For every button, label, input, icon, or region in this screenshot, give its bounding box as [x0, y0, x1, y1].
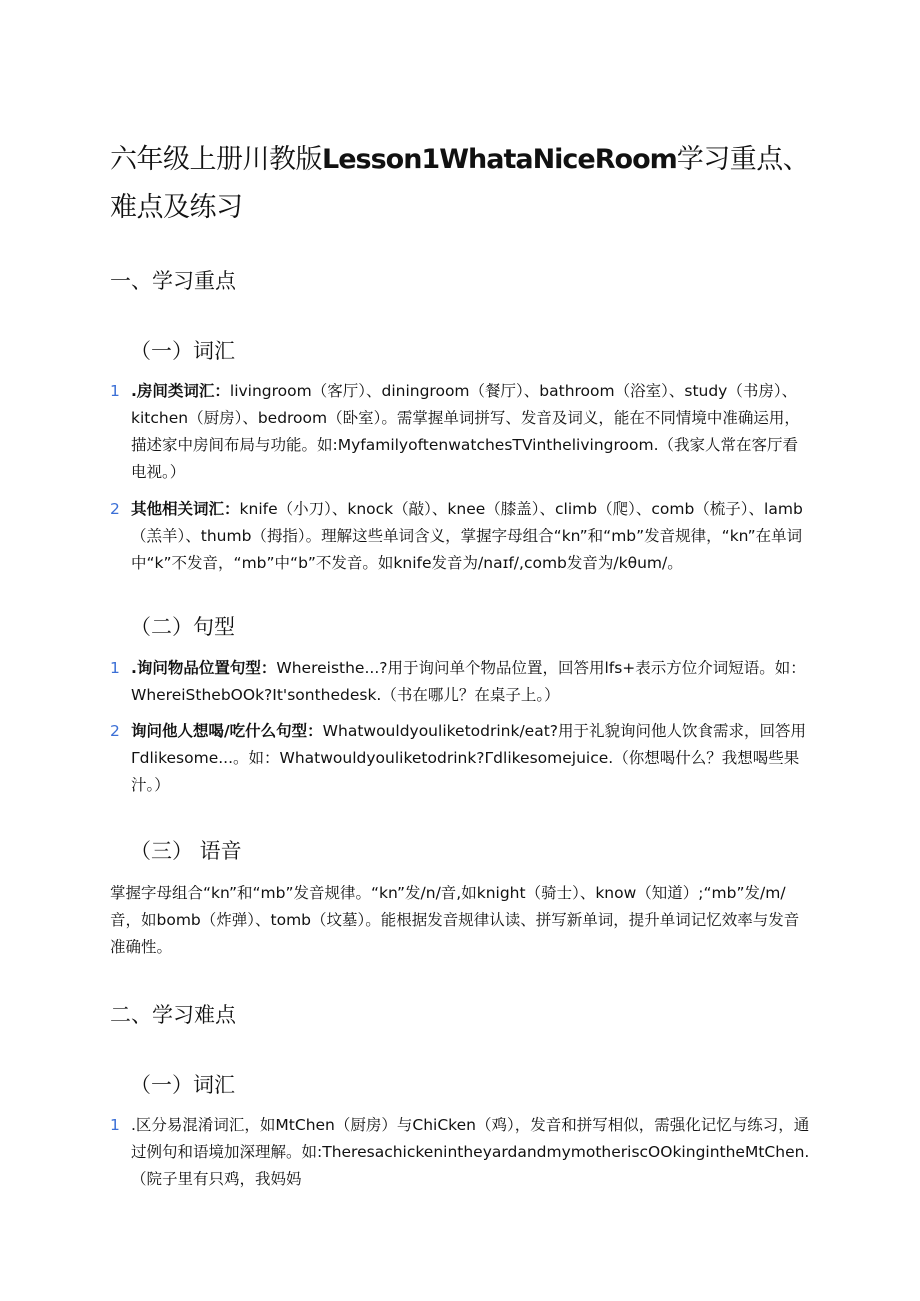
item-label: .询问物品位置句型：	[131, 659, 277, 677]
item-label: .房间类词汇：	[131, 382, 230, 400]
subheading-phonics: （三） 语音	[130, 839, 242, 863]
item-number: 2	[110, 722, 120, 740]
item-text: Whereisthe...?用于询问单个物品位置，回答用lfs+表示方位介词短语。如：WhereiSthebOOk?It'sonthedesk.（书在哪儿？在桌子上。）	[131, 659, 806, 704]
item-number: 2	[110, 500, 120, 518]
item-number: 1	[110, 659, 120, 677]
pattern-item-2	[110, 718, 810, 799]
item-text: knife（小刀）、knock（敲）、knee（膝盖）、climb（爬）、comb（梳子）、lamb（羔羊）、thumb（拇指）。理解这些单词含义，掌握字母组合“kn”和“mb”发音规律，“kn”在单词中“k”不发音，“mb”中“b”不发音。如knife发音为∕naɪf∕,comb发音为∕kθum∕。	[131, 500, 803, 572]
item-label: 询问他人想喝/吃什么句型：	[131, 722, 323, 740]
section-heading-key-points: 一、学习重点	[110, 269, 236, 293]
vocab-item-1	[110, 378, 810, 486]
subheading-vocabulary: （一）词汇	[130, 339, 235, 363]
section-heading-difficulties: 二、学习难点	[110, 1003, 236, 1027]
item-text: Whatwouldyouliketodrink/eat?用于礼貌询问他人饮食需求，回答用Γdlikesome...。如：Whatwouldyouliketodrink?Γdlikesomejuice.（你想喝什么？我想喝些果汁。）	[131, 722, 807, 794]
subheading-sentence-patterns: （二）句型	[130, 615, 235, 639]
pattern-item-1	[110, 655, 810, 709]
title-lesson: Lesson1WhataNiceRoom	[322, 144, 677, 175]
item-text: .区分易混淆词汇，如MtChen（厨房）与ChiCken（鸡），发音和拼写相似，需强化记忆与练习，通过例句和语境加深理解。如:TheresachickenintheyardandmymotheriscOOkingintheMtChen.（院子里有只鸡，我妈妈	[131, 1116, 810, 1188]
vocab-item-2	[110, 496, 810, 577]
item-number: 1	[110, 382, 120, 400]
title-suffix: 学习重点、难点及练习	[110, 144, 810, 223]
document-title	[110, 136, 830, 232]
subheading-vocabulary-2: （一）词汇	[130, 1073, 235, 1097]
difficulty-item-1	[110, 1112, 810, 1193]
item-label: 其他相关词汇：	[131, 500, 240, 518]
item-text: livingroom（客厅）、diningroom（餐厅）、bathroom（浴室）、study（书房）、kitchen（厨房）、bedroom（卧室）。需掌握单词拼写、发音及词义，能在不同情境中准确运用，描述家中房间布局与功能。如:MyfamilyoftenwatchesTVinthelivingroom.（我家人常在客厅看电视。）	[131, 382, 800, 481]
phonics-paragraph: 掌握字母组合“kn”和“mb”发音规律。“kn”发∕n∕音,如knight（骑士）、know（知道）;“mb”发∕m∕音，如bomb（炸弹）、tomb（坟墓）。能根据发音规律认读、拼写新单词，提升单词记忆效率与发音准确性。	[110, 884, 800, 956]
item-number: 1	[110, 1116, 120, 1134]
title-prefix: 六年级上册川教版	[110, 144, 322, 175]
